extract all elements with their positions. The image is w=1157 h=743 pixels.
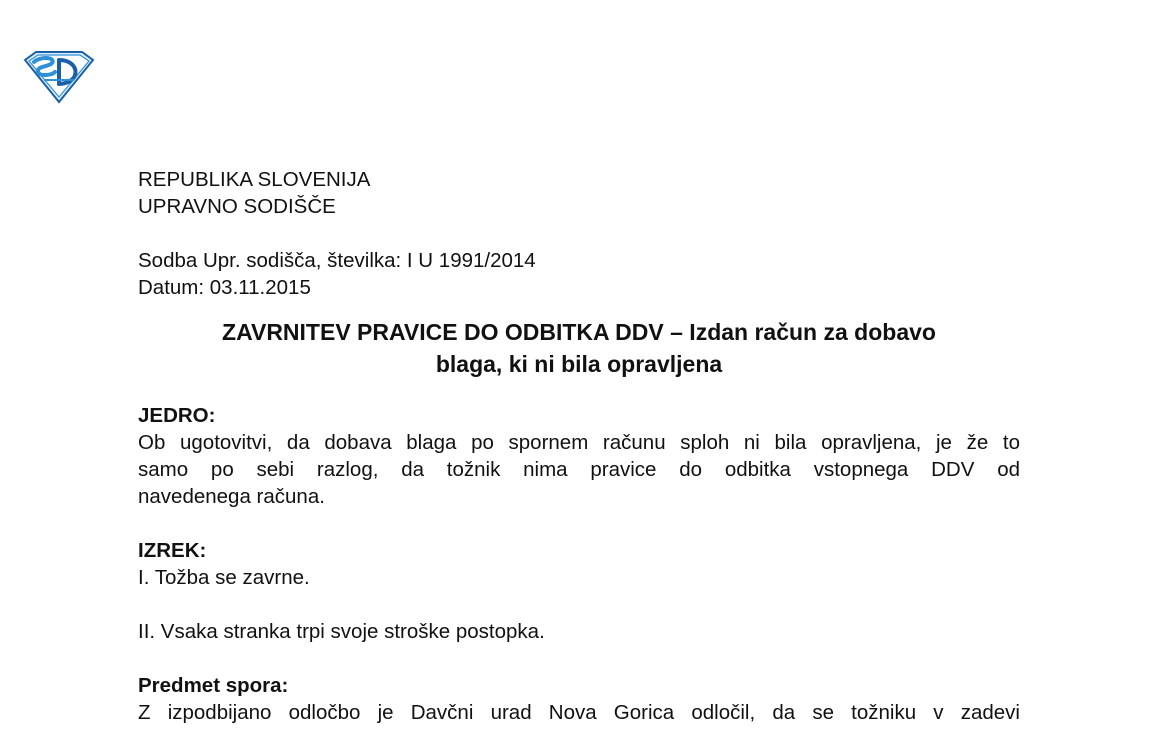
title-line-1: ZAVRNITEV PRAVICE DO ODBITKA DDV – Izdan račun za dobavo <box>222 319 936 345</box>
izrek-item-2: II. Vsaka stranka trpi svoje stroške postopka. <box>138 620 545 643</box>
country-line: REPUBLIKA SLOVENIJA <box>138 168 371 191</box>
izrek-heading: IZREK: <box>138 539 207 562</box>
court-line: UPRAVNO SODIŠČE <box>138 195 336 218</box>
jedro-line-3: navedenega računa. <box>138 485 325 508</box>
predmet-heading: Predmet spora: <box>138 674 289 697</box>
document-body <box>138 166 1020 726</box>
date-line: Datum: 03.11.2015 <box>138 276 311 299</box>
izrek-item-1: I. Tožba se zavrne. <box>138 566 310 589</box>
document-title <box>138 316 1020 380</box>
jedro-heading: JEDRO: <box>138 404 216 427</box>
case-number-line: Sodba Upr. sodišča, številka: I U 1991/2014 <box>138 249 536 272</box>
predmet-line-1: Z izpodbijano odločbo je Davčni urad Nova Gorica odločil, da se tožniku v zadevi <box>138 701 1020 724</box>
jedro-line-2: samo po sebi razlog, da tožnik nima pravice do odbitka vstopnega DDV od <box>138 458 1020 481</box>
sd-logo-icon <box>22 48 96 104</box>
title-line-2: blaga, ki ni bila opravljena <box>435 351 723 377</box>
jedro-line-1: Ob ugotovitvi, da dobava blaga po spornem računu sploh ni bila opravljena, je že to <box>138 431 1020 454</box>
